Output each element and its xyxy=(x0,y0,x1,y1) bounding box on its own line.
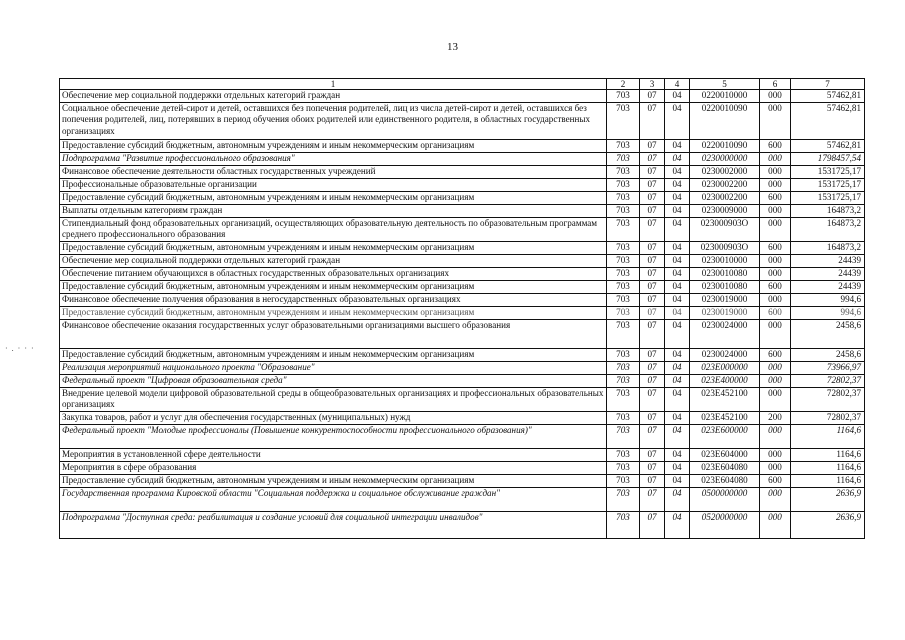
row-section-code: 07 xyxy=(640,179,665,192)
row-section-code: 07 xyxy=(640,218,665,242)
header-col-1: 1 xyxy=(60,79,607,90)
row-subsection-code: 04 xyxy=(665,103,690,140)
row-amount: 1798457,54 xyxy=(791,153,865,166)
row-section-code: 07 xyxy=(640,281,665,294)
row-target-article: 023Е604080 xyxy=(690,475,760,488)
row-amount: 72802,37 xyxy=(791,412,865,425)
row-subsection-code: 04 xyxy=(665,449,690,462)
row-amount: 2636,9 xyxy=(791,512,865,539)
row-amount: 24439 xyxy=(791,281,865,294)
row-expense-type: 000 xyxy=(760,103,791,140)
row-target-article: 0520000000 xyxy=(690,512,760,539)
row-name: Предоставление субсидий бюджетным, автономным учреждениям и иным некоммерческим организациям xyxy=(60,349,607,362)
table-row xyxy=(60,268,865,281)
row-subsection-code: 04 xyxy=(665,462,690,475)
row-amount: 1164,6 xyxy=(791,462,865,475)
row-department-code: 703 xyxy=(607,362,640,375)
row-target-article: 023Е452100 xyxy=(690,388,760,412)
row-target-article: 0230002200 xyxy=(690,179,760,192)
row-subsection-code: 04 xyxy=(665,375,690,388)
row-name: Финансовое обеспечение деятельности областных государственных учреждений xyxy=(60,166,607,179)
table-row xyxy=(60,512,865,539)
row-name: Предоставление субсидий бюджетным, автономным учреждениям и иным некоммерческим организациям xyxy=(60,281,607,294)
budget-table xyxy=(59,78,865,539)
row-amount: 24439 xyxy=(791,268,865,281)
row-section-code: 07 xyxy=(640,412,665,425)
row-subsection-code: 04 xyxy=(665,205,690,218)
row-target-article: 023000903О xyxy=(690,218,760,242)
row-section-code: 07 xyxy=(640,449,665,462)
row-expense-type: 600 xyxy=(760,281,791,294)
row-department-code: 703 xyxy=(607,307,640,320)
row-name: Обеспечение мер социальной поддержки отдельных категорий граждан xyxy=(60,255,607,268)
row-name: Профессиональные образовательные организации xyxy=(60,179,607,192)
row-department-code: 703 xyxy=(607,294,640,307)
row-section-code: 07 xyxy=(640,242,665,255)
row-amount: 1164,6 xyxy=(791,425,865,449)
row-amount: 57462,81 xyxy=(791,90,865,103)
margin-mark: · . · · · xyxy=(5,344,35,353)
row-target-article: 023000903О xyxy=(690,242,760,255)
row-department-code: 703 xyxy=(607,281,640,294)
row-expense-type: 000 xyxy=(760,488,791,512)
row-amount: 57462,81 xyxy=(791,140,865,153)
row-subsection-code: 04 xyxy=(665,320,690,349)
row-expense-type: 000 xyxy=(760,205,791,218)
row-department-code: 703 xyxy=(607,320,640,349)
table-row xyxy=(60,320,865,349)
row-name: Предоставление субсидий бюджетным, автономным учреждениям и иным некоммерческим организациям xyxy=(60,475,607,488)
row-expense-type: 000 xyxy=(760,166,791,179)
row-expense-type: 000 xyxy=(760,362,791,375)
row-subsection-code: 04 xyxy=(665,140,690,153)
row-section-code: 07 xyxy=(640,362,665,375)
row-name: Федеральный проект "Цифровая образовательная среда" xyxy=(60,375,607,388)
row-department-code: 703 xyxy=(607,179,640,192)
row-department-code: 703 xyxy=(607,412,640,425)
row-amount: 72802,37 xyxy=(791,375,865,388)
row-amount: 57462,81 xyxy=(791,103,865,140)
row-department-code: 703 xyxy=(607,268,640,281)
header-col-5: 5 xyxy=(690,79,760,90)
row-name: Мероприятия в сфере образования xyxy=(60,462,607,475)
table-row xyxy=(60,192,865,205)
table-row xyxy=(60,140,865,153)
row-subsection-code: 04 xyxy=(665,362,690,375)
row-amount: 1531725,17 xyxy=(791,192,865,205)
row-department-code: 703 xyxy=(607,425,640,449)
table-row xyxy=(60,307,865,320)
row-section-code: 07 xyxy=(640,488,665,512)
table-row xyxy=(60,166,865,179)
row-subsection-code: 04 xyxy=(665,179,690,192)
header-col-2: 2 xyxy=(607,79,640,90)
row-expense-type: 000 xyxy=(760,153,791,166)
row-name: Стипендиальный фонд образовательных организаций, осуществляющих образовательную деятельность по образовательным программам среднего профессионального образования xyxy=(60,218,607,242)
row-name: Подпрограмма "Доступная среда: реабилитация и создание условий для социальной интеграции инвалидов" xyxy=(60,512,607,539)
row-name: Закупка товаров, работ и услуг для обеспечения государственных (муниципальных) нужд xyxy=(60,412,607,425)
row-amount: 72802,37 xyxy=(791,388,865,412)
row-name: Федеральный проект "Молодые профессионалы (Повышение конкурентоспособности профессионального образования)" xyxy=(60,425,607,449)
row-expense-type: 000 xyxy=(760,218,791,242)
row-target-article: 0230002200 xyxy=(690,192,760,205)
row-subsection-code: 04 xyxy=(665,242,690,255)
row-name: Финансовое обеспечение получения образования в негосударственных образовательных организациях xyxy=(60,294,607,307)
row-expense-type: 200 xyxy=(760,412,791,425)
table-row xyxy=(60,242,865,255)
row-name: Обеспечение питанием обучающихся в областных государственных образовательных организациях xyxy=(60,268,607,281)
row-amount: 2458,6 xyxy=(791,320,865,349)
page-number: 13 xyxy=(447,41,458,53)
table-row xyxy=(60,462,865,475)
row-target-article: 0230010080 xyxy=(690,268,760,281)
row-department-code: 703 xyxy=(607,349,640,362)
row-section-code: 07 xyxy=(640,462,665,475)
row-department-code: 703 xyxy=(607,488,640,512)
row-amount: 73966,97 xyxy=(791,362,865,375)
row-expense-type: 600 xyxy=(760,242,791,255)
table-row xyxy=(60,90,865,103)
header-col-7: 7 xyxy=(791,79,865,90)
row-section-code: 07 xyxy=(640,205,665,218)
row-name: Социальное обеспечение детей-сирот и детей, оставшихся без попечения родителей, лиц из числа детей-сирот и детей, оставшихся без попечения родителей, лиц, потерявших в период обучения обоих родителей или единственного родителя, в областных государственных организациях xyxy=(60,103,607,140)
row-section-code: 07 xyxy=(640,475,665,488)
row-department-code: 703 xyxy=(607,103,640,140)
row-name: Предоставление субсидий бюджетным, автономным учреждениям и иным некоммерческим организациям xyxy=(60,140,607,153)
row-target-article: 0230019000 xyxy=(690,294,760,307)
row-expense-type: 000 xyxy=(760,425,791,449)
row-expense-type: 000 xyxy=(760,320,791,349)
row-target-article: 0230009000 xyxy=(690,205,760,218)
row-department-code: 703 xyxy=(607,462,640,475)
row-section-code: 07 xyxy=(640,192,665,205)
row-section-code: 07 xyxy=(640,320,665,349)
row-subsection-code: 04 xyxy=(665,153,690,166)
row-section-code: 07 xyxy=(640,425,665,449)
row-section-code: 07 xyxy=(640,166,665,179)
row-expense-type: 600 xyxy=(760,192,791,205)
row-target-article: 023Е604000 xyxy=(690,449,760,462)
row-department-code: 703 xyxy=(607,192,640,205)
table-row xyxy=(60,205,865,218)
table-row xyxy=(60,103,865,140)
row-target-article: 0230002000 xyxy=(690,166,760,179)
row-target-article: 023Е600000 xyxy=(690,425,760,449)
row-amount: 164873,2 xyxy=(791,205,865,218)
row-name: Предоставление субсидий бюджетным, автономным учреждениям и иным некоммерческим организациям xyxy=(60,307,607,320)
row-amount: 994,6 xyxy=(791,307,865,320)
row-department-code: 703 xyxy=(607,449,640,462)
row-subsection-code: 04 xyxy=(665,475,690,488)
row-name: Мероприятия в установленной сфере деятельности xyxy=(60,449,607,462)
header-col-4: 4 xyxy=(665,79,690,90)
row-subsection-code: 04 xyxy=(665,218,690,242)
row-section-code: 07 xyxy=(640,307,665,320)
table-row xyxy=(60,294,865,307)
table-row xyxy=(60,425,865,449)
row-target-article: 0230024000 xyxy=(690,320,760,349)
row-name: Внедрение целевой модели цифровой образовательной среды в общеобразовательных организациях и профессиональных образовательных организациях xyxy=(60,388,607,412)
row-subsection-code: 04 xyxy=(665,425,690,449)
row-amount: 164873,2 xyxy=(791,242,865,255)
row-department-code: 703 xyxy=(607,255,640,268)
row-name: Финансовое обеспечение оказания государственных услуг образовательными организациями высшего образования xyxy=(60,320,607,349)
row-department-code: 703 xyxy=(607,218,640,242)
row-name: Выплаты отдельным категориям граждан xyxy=(60,205,607,218)
row-name: Обеспечение мер социальной поддержки отдельных категорий граждан xyxy=(60,90,607,103)
row-target-article: 0230019000 xyxy=(690,307,760,320)
row-amount: 1164,6 xyxy=(791,475,865,488)
row-section-code: 07 xyxy=(640,375,665,388)
row-section-code: 07 xyxy=(640,140,665,153)
row-expense-type: 000 xyxy=(760,462,791,475)
row-amount: 164873,2 xyxy=(791,218,865,242)
row-target-article: 0220010090 xyxy=(690,103,760,140)
header-row xyxy=(60,79,865,90)
row-department-code: 703 xyxy=(607,166,640,179)
row-subsection-code: 04 xyxy=(665,281,690,294)
row-subsection-code: 04 xyxy=(665,349,690,362)
row-expense-type: 600 xyxy=(760,475,791,488)
row-subsection-code: 04 xyxy=(665,512,690,539)
row-subsection-code: 04 xyxy=(665,412,690,425)
row-subsection-code: 04 xyxy=(665,488,690,512)
header-col-3: 3 xyxy=(640,79,665,90)
header-col-6: 6 xyxy=(760,79,791,90)
table-row xyxy=(60,375,865,388)
row-subsection-code: 04 xyxy=(665,192,690,205)
row-section-code: 07 xyxy=(640,153,665,166)
table-row xyxy=(60,412,865,425)
table-row xyxy=(60,179,865,192)
row-section-code: 07 xyxy=(640,512,665,539)
row-department-code: 703 xyxy=(607,140,640,153)
row-target-article: 023Е400000 xyxy=(690,375,760,388)
row-section-code: 07 xyxy=(640,255,665,268)
row-subsection-code: 04 xyxy=(665,388,690,412)
row-amount: 24439 xyxy=(791,255,865,268)
row-expense-type: 000 xyxy=(760,375,791,388)
row-expense-type: 000 xyxy=(760,90,791,103)
table-row xyxy=(60,255,865,268)
row-department-code: 703 xyxy=(607,205,640,218)
row-expense-type: 600 xyxy=(760,307,791,320)
row-name: Государственная программа Кировской области "Социальная поддержка и социальное обслуживание граждан" xyxy=(60,488,607,512)
row-section-code: 07 xyxy=(640,388,665,412)
row-department-code: 703 xyxy=(607,153,640,166)
row-target-article: 023Е452100 xyxy=(690,412,760,425)
row-subsection-code: 04 xyxy=(665,294,690,307)
row-subsection-code: 04 xyxy=(665,307,690,320)
row-amount: 994,6 xyxy=(791,294,865,307)
row-section-code: 07 xyxy=(640,90,665,103)
row-target-article: 0230010080 xyxy=(690,281,760,294)
table-row xyxy=(60,488,865,512)
table-row xyxy=(60,153,865,166)
row-section-code: 07 xyxy=(640,103,665,140)
table-row xyxy=(60,349,865,362)
row-target-article: 0230000000 xyxy=(690,153,760,166)
row-department-code: 703 xyxy=(607,90,640,103)
row-department-code: 703 xyxy=(607,388,640,412)
row-amount: 1164,6 xyxy=(791,449,865,462)
row-target-article: 0230024000 xyxy=(690,349,760,362)
row-amount: 2458,6 xyxy=(791,349,865,362)
row-name: Предоставление субсидий бюджетным, автономным учреждениям и иным некоммерческим организациям xyxy=(60,192,607,205)
row-target-article: 0220010090 xyxy=(690,140,760,153)
row-department-code: 703 xyxy=(607,512,640,539)
row-section-code: 07 xyxy=(640,268,665,281)
row-department-code: 703 xyxy=(607,475,640,488)
row-subsection-code: 04 xyxy=(665,255,690,268)
row-amount: 1531725,17 xyxy=(791,166,865,179)
row-expense-type: 000 xyxy=(760,512,791,539)
table-row xyxy=(60,449,865,462)
row-expense-type: 000 xyxy=(760,268,791,281)
row-subsection-code: 04 xyxy=(665,268,690,281)
row-subsection-code: 04 xyxy=(665,90,690,103)
row-name: Подпрограмма "Развитие профессионального образования" xyxy=(60,153,607,166)
row-expense-type: 000 xyxy=(760,449,791,462)
table-row xyxy=(60,281,865,294)
row-target-article: 0230010000 xyxy=(690,255,760,268)
table-row xyxy=(60,362,865,375)
row-target-article: 0220010000 xyxy=(690,90,760,103)
row-amount: 1531725,17 xyxy=(791,179,865,192)
row-target-article: 023Е604080 xyxy=(690,462,760,475)
row-subsection-code: 04 xyxy=(665,166,690,179)
row-target-article: 023Е000000 xyxy=(690,362,760,375)
row-name: Реализация мероприятий национального проекта "Образование" xyxy=(60,362,607,375)
table-row xyxy=(60,218,865,242)
row-amount: 2636,9 xyxy=(791,488,865,512)
table-row xyxy=(60,388,865,412)
row-department-code: 703 xyxy=(607,242,640,255)
row-department-code: 703 xyxy=(607,375,640,388)
row-expense-type: 600 xyxy=(760,349,791,362)
row-expense-type: 000 xyxy=(760,388,791,412)
row-name: Предоставление субсидий бюджетным, автономным учреждениям и иным некоммерческим организациям xyxy=(60,242,607,255)
table-row xyxy=(60,475,865,488)
row-expense-type: 000 xyxy=(760,255,791,268)
row-expense-type: 600 xyxy=(760,140,791,153)
row-expense-type: 000 xyxy=(760,179,791,192)
row-section-code: 07 xyxy=(640,294,665,307)
row-section-code: 07 xyxy=(640,349,665,362)
row-target-article: 0500000000 xyxy=(690,488,760,512)
row-expense-type: 000 xyxy=(760,294,791,307)
